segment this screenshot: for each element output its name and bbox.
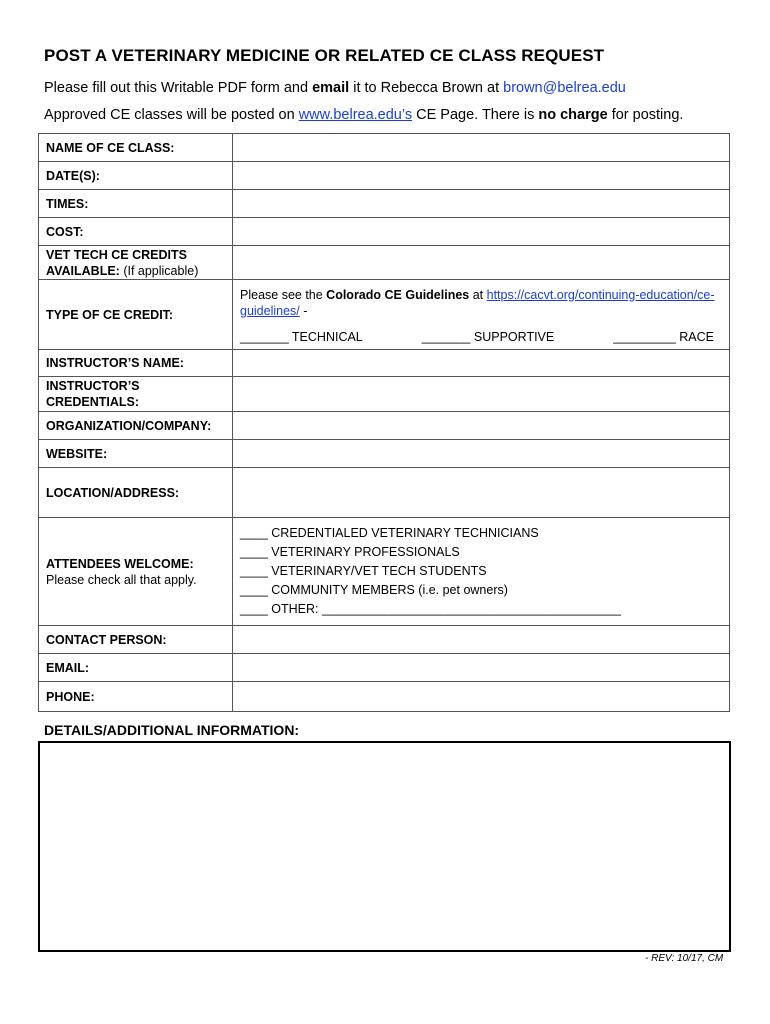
input-cost[interactable] xyxy=(233,218,730,246)
form-title: POST A VETERINARY MEDICINE OR RELATED CE CLASS REQUEST xyxy=(44,46,605,65)
credit-type-cell xyxy=(233,280,730,350)
form-row xyxy=(39,190,730,218)
guidelines-note xyxy=(240,286,722,319)
label-note: (If applicable) xyxy=(119,263,199,278)
guidelines-link[interactable]: https://cacvt.org/continuing-education/ce-guidelines/ xyxy=(240,287,715,318)
label-text: VET TECH CE CREDITS AVAILABLE: xyxy=(46,247,187,278)
intro-text: CE Page. There is xyxy=(412,107,539,123)
label-website: WEBSITE: xyxy=(39,440,233,468)
guidelines-text: Please see the xyxy=(240,287,327,302)
form-row xyxy=(39,280,730,350)
input-instructor-name[interactable] xyxy=(233,350,730,377)
credit-option-supportive[interactable]: _______ SUPPORTIVE xyxy=(421,329,555,344)
form-row xyxy=(39,412,730,440)
label-note: Please check all that apply. xyxy=(46,572,197,587)
attendee-option-vet-professionals[interactable]: ____ VETERINARY PROFESSIONALS xyxy=(240,545,460,559)
revision-note: - REV: 10/17, CM xyxy=(645,953,724,964)
label-text: ATTENDEES WELCOME: xyxy=(46,556,194,571)
label-attendees xyxy=(39,518,233,626)
input-times[interactable] xyxy=(233,190,730,218)
label-vet-tech-credits xyxy=(39,246,233,280)
intro-bold-no-charge: no charge xyxy=(538,107,608,123)
credit-type-options xyxy=(240,330,722,344)
input-phone[interactable] xyxy=(233,682,730,712)
input-name-of-class[interactable] xyxy=(233,134,730,162)
attendees-cell xyxy=(233,518,730,626)
input-instructor-credentials[interactable] xyxy=(233,377,730,412)
form-row xyxy=(39,350,730,377)
attendee-option-credentialed-techs[interactable]: ____ CREDENTIALED VETERINARY TECHNICIANS xyxy=(240,526,539,540)
form-row xyxy=(39,518,730,626)
details-textarea[interactable] xyxy=(38,741,731,952)
label-email: EMAIL: xyxy=(39,654,233,682)
form-row xyxy=(39,626,730,654)
credit-option-technical[interactable]: _______ TECHNICAL xyxy=(240,329,363,344)
belrea-website-link[interactable]: www.belrea.edu’s xyxy=(298,107,413,123)
input-website[interactable] xyxy=(233,440,730,468)
label-organization: ORGANIZATION/COMPANY: xyxy=(39,412,233,440)
intro-text: Please fill out this Writable PDF form and xyxy=(44,80,313,96)
intro-text: it to Rebecca Brown at xyxy=(349,80,504,96)
attendee-option-students[interactable]: ____ VETERINARY/VET TECH STUDENTS xyxy=(240,564,487,578)
label-times: TIMES: xyxy=(39,190,233,218)
form-row xyxy=(39,377,730,412)
label-instructor-credentials: INSTRUCTOR’S CREDENTIALS: xyxy=(39,377,233,412)
ce-request-form xyxy=(38,133,730,712)
guidelines-bold: Colorado CE Guidelines xyxy=(326,287,470,302)
input-vet-tech-credits[interactable] xyxy=(233,246,730,280)
intro-text: Approved CE classes will be posted on xyxy=(44,107,299,123)
label-instructor-name: INSTRUCTOR’S NAME: xyxy=(39,350,233,377)
form-row xyxy=(39,246,730,280)
details-heading: DETAILS/ADDITIONAL INFORMATION: xyxy=(44,722,300,738)
guidelines-text: - xyxy=(299,303,308,318)
form-row xyxy=(39,218,730,246)
input-organization[interactable] xyxy=(233,412,730,440)
form-row xyxy=(39,654,730,682)
intro-text: for posting. xyxy=(607,107,684,123)
form-row xyxy=(39,162,730,190)
input-email[interactable] xyxy=(233,654,730,682)
guidelines-text: at xyxy=(469,287,487,302)
credit-option-race[interactable]: _________ RACE xyxy=(613,329,714,344)
form-row xyxy=(39,440,730,468)
label-type-of-credit: TYPE OF CE CREDIT: xyxy=(39,280,233,350)
attendees-options xyxy=(240,524,722,619)
contact-email-link[interactable]: brown@belrea.edu xyxy=(503,80,626,96)
label-phone: PHONE: xyxy=(39,682,233,712)
label-name-of-class: NAME OF CE CLASS: xyxy=(39,134,233,162)
form-row xyxy=(39,134,730,162)
label-location: LOCATION/ADDRESS: xyxy=(39,468,233,518)
label-dates: DATE(S): xyxy=(39,162,233,190)
input-contact-person[interactable] xyxy=(233,626,730,654)
label-contact-person: CONTACT PERSON: xyxy=(39,626,233,654)
form-row xyxy=(39,468,730,518)
intro-bold-email: email xyxy=(312,80,350,96)
label-cost: COST: xyxy=(39,218,233,246)
attendee-option-community[interactable]: ____ COMMUNITY MEMBERS (i.e. pet owners) xyxy=(240,583,508,597)
intro-instructions xyxy=(44,80,626,96)
input-dates[interactable] xyxy=(233,162,730,190)
form-row xyxy=(39,682,730,712)
attendee-option-other[interactable]: ____ OTHER: ___________________________________________ xyxy=(240,602,621,616)
input-location[interactable] xyxy=(233,468,730,518)
intro-posting-note xyxy=(44,107,683,123)
